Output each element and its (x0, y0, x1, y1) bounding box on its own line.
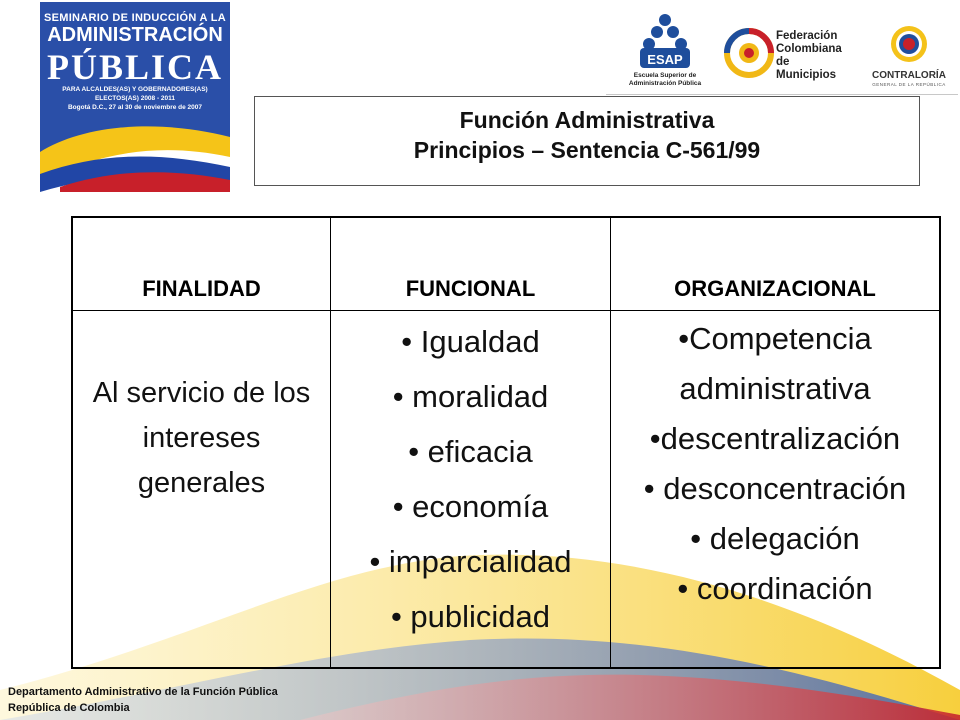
fcm-line-2: Colombiana (776, 43, 842, 55)
list-item: •Competencia administrativa (678, 321, 872, 406)
esap-caption-1: Escuela Superior de (633, 72, 697, 79)
contraloria-logo-icon (862, 22, 956, 68)
badge-line-5: ELECTOS(AS) 2008 - 2011 (94, 95, 176, 102)
footer-line-2: República de Colombia (8, 702, 130, 714)
header-label: ORGANIZACIONAL (674, 276, 876, 301)
header-cell-funcional (331, 218, 610, 311)
seminar-badge (40, 2, 230, 192)
list-item: • Igualdad (401, 324, 540, 359)
header-label: FINALIDAD (142, 276, 261, 301)
header-cell-finalidad (73, 218, 330, 311)
contraloria-logo (862, 22, 956, 94)
list-item: • publicidad (390, 599, 551, 634)
fcm-line-1: Federación (776, 30, 838, 42)
list-item: • eficacia (408, 434, 533, 469)
title-line-2: Principios – Sentencia C-561/99 (413, 137, 761, 163)
fcm-logo (724, 28, 849, 84)
column-funcional (331, 218, 611, 667)
funcional-list (331, 314, 610, 644)
header-label: FUNCIONAL (405, 276, 536, 301)
list-item: • imparcialidad (369, 544, 572, 579)
fcm-logo-icon (724, 28, 774, 78)
body-cell-organizacional (611, 311, 939, 667)
esap-logo-icon (620, 12, 710, 72)
finalidad-text: Al servicio de los intereses generales (92, 377, 311, 499)
badge-line-2: ADMINISTRACIÓN (47, 24, 223, 46)
organizacional-list (611, 314, 939, 614)
footer-line-1: Departamento Administrativo de la Función Pública (8, 686, 278, 698)
principles-table (71, 216, 941, 669)
footer (8, 684, 278, 716)
title-line-1: Función Administrativa (459, 107, 715, 133)
list-item: • desconcentración (643, 471, 907, 506)
list-item: • delegación (690, 521, 860, 556)
column-finalidad (73, 218, 331, 667)
badge-line-4: PARA ALCALDES(AS) Y GOBERNADORES(AS) (62, 86, 208, 93)
badge-line-6: Bogotá D.C., 27 al 30 de noviembre de 2007 (67, 104, 203, 111)
body-cell-funcional (331, 311, 610, 667)
list-item: •descentralización (649, 421, 901, 456)
list-item: • moralidad (392, 379, 549, 414)
badge-line-1: SEMINARIO DE INDUCCIÓN A LA (43, 12, 227, 24)
esap-wordmark: ESAP (647, 52, 683, 67)
list-item: • economía (392, 489, 549, 524)
list-item: • coordinación (677, 571, 873, 606)
title-box (254, 96, 920, 186)
column-organizacional (611, 218, 939, 667)
esap-logo (620, 12, 710, 94)
contraloria-subtitle: GENERAL DE LA REPÚBLICA (872, 82, 946, 87)
fcm-line-3: de Municipios (776, 56, 837, 81)
contraloria-name: CONTRALORÍA (872, 70, 946, 81)
esap-caption-2: Administración Pública (628, 80, 702, 87)
header-cell-organizacional (611, 218, 939, 311)
body-cell-finalidad (73, 311, 330, 667)
logo-strip (606, 2, 958, 95)
badge-line-3: PÚBLICA (46, 47, 224, 87)
